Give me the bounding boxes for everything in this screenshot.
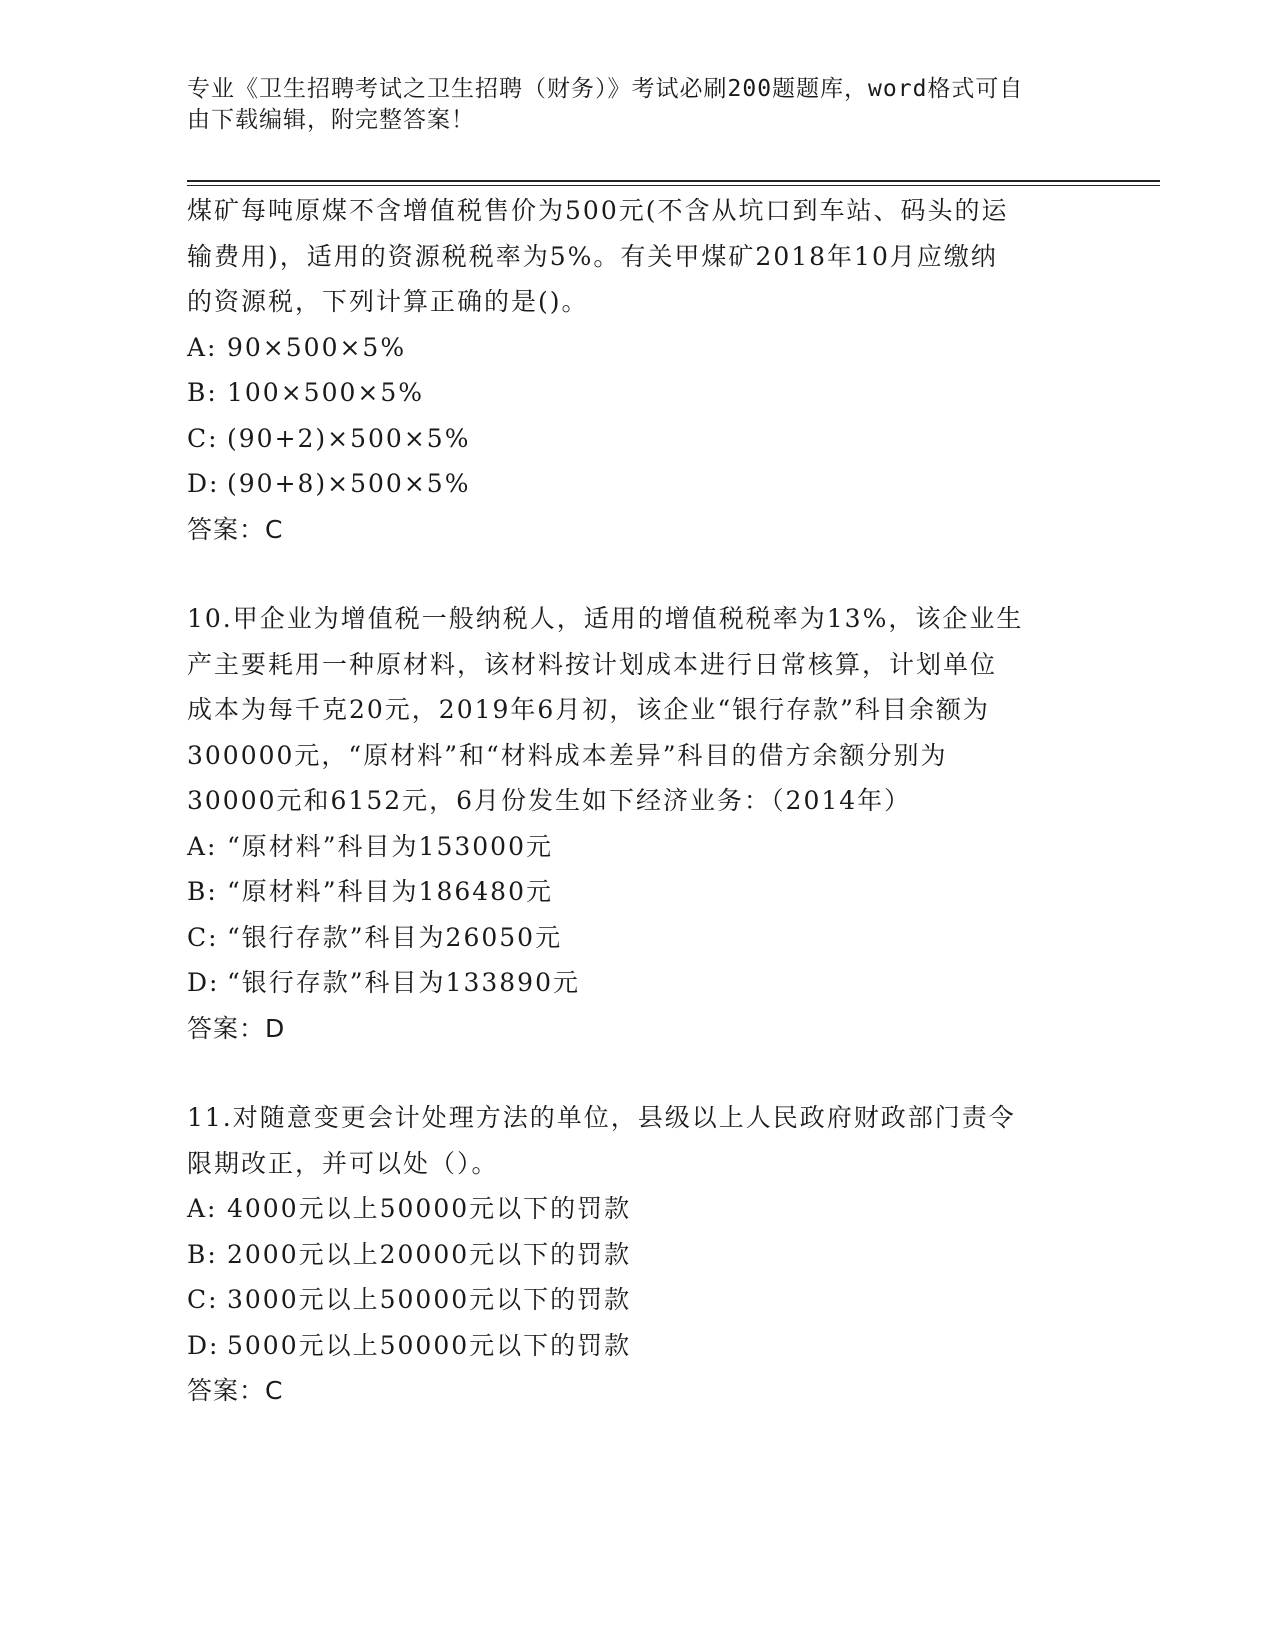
option-text: 2000元以上20000元以下的罚款	[227, 1239, 632, 1269]
option-text: “银行存款”科目为26050元	[227, 922, 563, 952]
header-divider-thin	[187, 185, 1160, 186]
option-d	[187, 960, 1087, 1006]
answer: 答案：D	[187, 1013, 286, 1043]
option-c	[187, 416, 1087, 462]
option-c	[187, 1277, 1087, 1323]
option-text: 3000元以上50000元以下的罚款	[227, 1285, 632, 1314]
option-label: D:	[187, 968, 220, 997]
option-label: D:	[187, 469, 220, 498]
option-text: (90+2)×500×5%	[227, 423, 471, 453]
option-d	[187, 1323, 1087, 1369]
option-a	[187, 325, 1087, 371]
document-body	[187, 188, 1087, 1414]
option-text: (90+8)×500×5%	[227, 469, 471, 498]
option-text: “银行存款”科目为133890元	[227, 968, 580, 997]
question-stem-line: 输费用)，适用的资源税税率为5%。有关甲煤矿2018年10月应缴纳	[187, 241, 998, 271]
header-line-1: 专业《卫生招聘考试之卫生招聘（财务）》考试必刷200题题库，word格式可自	[187, 76, 1024, 102]
option-label: D:	[187, 1330, 220, 1360]
option-label: A:	[187, 1194, 218, 1223]
spacer	[187, 1051, 1087, 1095]
option-text: 4000元以上50000元以下的罚款	[227, 1194, 632, 1223]
question-stem-line: 产主要耗用一种原材料，该材料按计划成本进行日常核算，计划单位	[187, 649, 998, 679]
question-9	[187, 188, 1087, 552]
header-line-2: 由下载编辑，附完整答案！	[187, 107, 475, 133]
option-text: “原材料”科目为186480元	[227, 877, 553, 906]
option-label: B:	[187, 877, 218, 906]
question-11	[187, 1095, 1087, 1414]
option-label: A:	[187, 332, 218, 362]
question-stem-line: 10.甲企业为增值税一般纳税人，适用的增值税税率为13%，该企业生	[187, 604, 1024, 633]
option-b	[187, 370, 1087, 416]
question-stem-line: 30000元和6152元，6月份发生如下经济业务：（2014年）	[187, 786, 912, 815]
option-text: “原材料”科目为153000元	[227, 831, 553, 861]
question-stem-line: 限期改正，并可以处（）。	[187, 1148, 499, 1178]
option-label: A:	[187, 831, 218, 861]
question-stem-line: 煤矿每吨原煤不含增值税售价为500元(不含从坑口到车站、码头的运	[187, 196, 1009, 225]
option-text: 5000元以上50000元以下的罚款	[227, 1330, 632, 1360]
option-label: B:	[187, 378, 218, 407]
option-a	[187, 824, 1087, 870]
question-stem-line: 的资源税，下列计算正确的是()。	[187, 287, 589, 316]
option-text: 90×500×5%	[227, 332, 407, 362]
option-label: C:	[187, 922, 219, 952]
option-label: C:	[187, 1285, 219, 1314]
question-10	[187, 596, 1087, 1051]
option-b	[187, 869, 1087, 915]
question-stem-line: 300000元，“原材料”和“材料成本差异”科目的借方余额分别为	[187, 740, 948, 770]
header-divider-thick	[187, 180, 1160, 182]
option-b	[187, 1232, 1087, 1278]
answer: 答案：C	[187, 1376, 284, 1405]
option-d	[187, 461, 1087, 507]
option-text: 100×500×5%	[227, 378, 424, 407]
option-label: C:	[187, 423, 219, 453]
document-header	[187, 74, 1087, 136]
option-c	[187, 915, 1087, 961]
question-stem-line: 成本为每千克20元，2019年6月初，该企业“银行存款”科目余额为	[187, 695, 990, 724]
option-a	[187, 1186, 1087, 1232]
option-label: B:	[187, 1239, 218, 1269]
spacer	[187, 552, 1087, 596]
question-stem-line: 11.对随意变更会计处理方法的单位，县级以上人民政府财政部门责令	[187, 1103, 1016, 1132]
answer: 答案：C	[187, 514, 284, 544]
